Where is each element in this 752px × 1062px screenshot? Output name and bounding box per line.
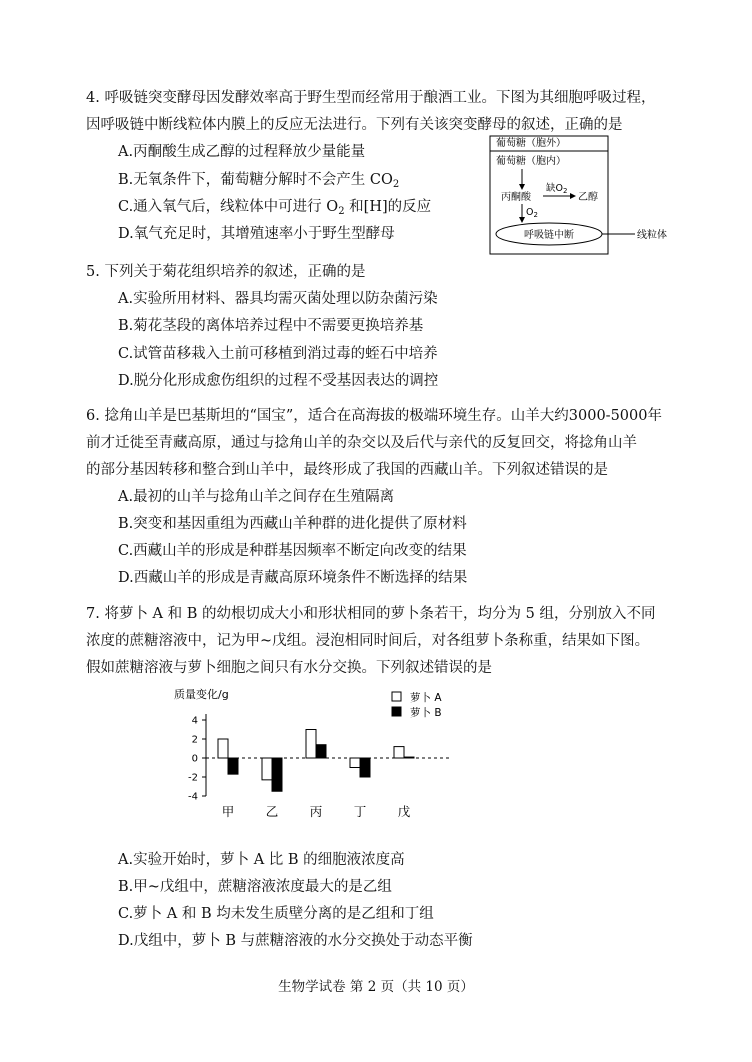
diagram-o2: $O_2$ bbox=[526, 207, 538, 219]
legend-label: 萝卜 A bbox=[410, 692, 442, 704]
q6-option-a: A.最初的山羊与捻角山羊之间存在生殖隔离 bbox=[118, 489, 395, 505]
diagram-chain-break: 呼吸链中断 bbox=[524, 230, 574, 241]
q4-option-c-sub: 2 bbox=[338, 206, 345, 217]
q4-option-a: A.丙酮酸生成乙醇的过程释放少量能量 bbox=[118, 144, 366, 160]
arrowhead-2 bbox=[570, 193, 576, 199]
bar-radish-a bbox=[350, 758, 360, 768]
arrowhead-1 bbox=[519, 184, 525, 190]
q4-stem-line1: 4. 呼吸链突变酵母因发酵效率高于野生型而经常用于酿酒工业。下图为其细胞呼吸过程， bbox=[86, 90, 656, 106]
q6-option-b: B.突变和基因重组为西藏山羊种群的进化提供了原材料 bbox=[118, 516, 467, 532]
q5-option-a: A.实验所用材料、器具均需灭菌处理以防杂菌污染 bbox=[118, 291, 438, 307]
q7-stem-line1: 7. 将萝卜 A 和 B 的幼根切成大小和形状相同的萝卜条若干，均分为 5 组，分别放入不同 bbox=[86, 606, 656, 622]
legend-swatch bbox=[392, 692, 401, 701]
q7-stem-line2: 浓度的蔗糖溶液中，记为甲~戊组。浸泡相同时间后，对各组萝卜条称重，结果如下图。 bbox=[86, 633, 650, 649]
q5-option-b: B.菊花茎段的离体培养过程中不需要更换培养基 bbox=[118, 318, 424, 334]
legend-label: 萝卜 B bbox=[410, 707, 442, 719]
x-category-label: 乙 bbox=[265, 804, 279, 819]
bar-radish-a bbox=[306, 730, 316, 759]
y-tick-label: -4 bbox=[188, 791, 198, 803]
q4-option-d: D.氧气充足时，其增殖速率小于野生型酵母 bbox=[118, 226, 395, 242]
legend-swatch bbox=[392, 707, 401, 716]
bar-radish-a bbox=[262, 758, 272, 780]
q7-option-b: B.甲~戊组中，蔗糖溶液浓度最大的是乙组 bbox=[118, 879, 392, 895]
x-category-label: 丁 bbox=[353, 804, 367, 819]
q6-option-d: D.西藏山羊的形成是青藏高原环境条件不断选择的结果 bbox=[118, 570, 468, 586]
diagram-ethanol: 乙醇 bbox=[578, 192, 598, 203]
x-category-label: 戊 bbox=[397, 804, 411, 819]
diagram-mito-label: 线粒体 bbox=[637, 230, 667, 241]
q6-stem-line3: 的部分基因转移和整合到山羊中，最终形成了我国的西藏山羊。下列叙述错误的是 bbox=[86, 462, 608, 478]
y-axis-label: 质量变化/g bbox=[174, 688, 229, 701]
y-tick-label: 4 bbox=[191, 715, 198, 727]
q7-stem-line3: 假如蔗糖溶液与萝卜细胞之间只有水分交换。下列叙述错误的是 bbox=[86, 660, 492, 676]
bar-radish-b bbox=[316, 745, 326, 758]
q5-stem: 5. 下列关于菊花组织培养的叙述，正确的是 bbox=[86, 264, 366, 280]
bar-radish-b bbox=[404, 757, 414, 758]
page-footer: 生物学试卷 第 2 页（共 10 页） bbox=[278, 979, 474, 995]
diagram-glucose-out: 葡萄糖（胞外） bbox=[496, 138, 566, 149]
q4-option-b-text: B.无氧条件下，葡萄糖分解时不会产生 CO bbox=[118, 172, 393, 188]
q4-option-b bbox=[118, 170, 399, 190]
mass-change-bar-chart bbox=[160, 684, 480, 832]
q5-option-c: C.试管苗移栽入土前可移植到消过毒的蛭石中培养 bbox=[118, 346, 438, 362]
diagram-pyruvate: 丙酮酸 bbox=[501, 192, 531, 203]
y-tick-label: 2 bbox=[191, 734, 198, 746]
q4-option-c-text2: 和[H]的反应 bbox=[344, 199, 432, 215]
diagram-lack-o2: 缺$O_2$ bbox=[546, 183, 568, 195]
q4-option-c bbox=[118, 197, 431, 217]
q4-option-b-sub: 2 bbox=[392, 179, 400, 190]
bar-radish-b bbox=[360, 758, 370, 777]
y-tick-label: -2 bbox=[188, 772, 198, 784]
q5-option-d: D.脱分化形成愈伤组织的过程不受基因表达的调控 bbox=[118, 373, 439, 389]
diagram-glucose-in: 葡萄糖（胞内） bbox=[496, 156, 566, 167]
q6-stem-line1: 6. 捻角山羊是巴基斯坦的“国宝”，适合在高海拔的极端环境生存。山羊大约3000-5000年 bbox=[86, 408, 662, 424]
q4-option-c-text: C.通入氧气后，线粒体中可进行 O bbox=[118, 199, 339, 215]
y-tick-label: 0 bbox=[191, 753, 198, 765]
q7-option-c: C.萝卜 A 和 B 均未发生质壁分离的是乙组和丁组 bbox=[118, 906, 434, 922]
x-category-label: 甲 bbox=[221, 804, 235, 819]
bar-radish-a bbox=[394, 747, 404, 758]
q6-option-c: C.西藏山羊的形成是种群基因频率不断定向改变的结果 bbox=[118, 543, 467, 559]
bar-radish-b bbox=[272, 758, 282, 791]
q7-option-a: A.实验开始时，萝卜 A 比 B 的细胞液浓度高 bbox=[118, 852, 405, 868]
q4-stem-line2: 因呼吸链中断线粒体内膜上的反应无法进行。下列有关该突变酵母的叙述，正确的是 bbox=[86, 117, 623, 133]
cell-respiration-diagram bbox=[488, 134, 688, 258]
arrowhead-3 bbox=[519, 217, 525, 223]
q7-option-d: D.戊组中，萝卜 B 与蔗糖溶液的水分交换处于动态平衡 bbox=[118, 933, 473, 949]
bar-radish-b bbox=[228, 758, 238, 774]
q6-stem-line2: 前才迁徙至青藏高原，通过与捻角山羊的杂交以及后代与亲代的反复回交，将捻角山羊 bbox=[86, 435, 637, 451]
bar-radish-a bbox=[218, 739, 228, 758]
x-category-label: 丙 bbox=[309, 804, 323, 819]
